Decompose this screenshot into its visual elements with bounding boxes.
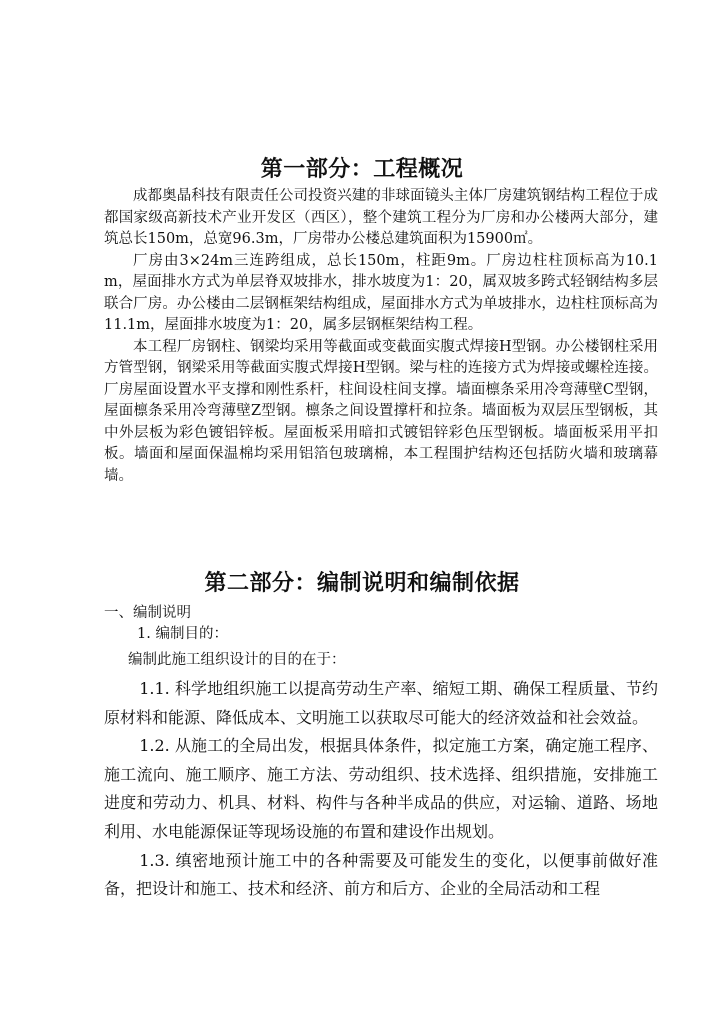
- part1-title: 第一部分：工程概况: [260, 157, 464, 182]
- part1-paragraph-1: 成都奥晶科技有限责任公司投资兴建的非球面镜头主体厂房建筑钢结构工程位于成都国家级高新技术产业开发区（西区），整个建筑工程分为厂房和办公楼两大部分，建筑总长150m，总宽96.3m，厂房带办公楼总建筑面积为15900㎡。: [104, 188, 658, 247]
- part2-items: [104, 675, 658, 904]
- list-item: 1.2. 从施工的全局出发，根据具体条件，拟定施工方案，确定施工程序、施工流向、施工顺序、施工方法、劳动组织、技术选择、组织措施，安排施工进度和劳动力、机具、材料、构件与各种半成品的供应，对运输、道路、场地利用、水电能源保证等现场设施的布置和建设作出规划。: [104, 736, 658, 841]
- part1-paragraph-3: 本工程厂房钢柱、钢梁均采用等截面或变截面实腹式焊接H型钢。办公楼钢柱采用方管型钢，钢梁采用等截面实腹式焊接H型钢。梁与柱的连接方式为焊接或螺栓连接。厂房屋面设置水平支撑和刚性系杆，柱间设柱间支撑。墙面檩条采用冷弯薄壁C型钢，屋面檩条采用冷弯薄壁Z型钢。檩条之间设置撑杆和拉条。墙面板为双层压型钢板，其中外层板为彩色镀铝锌板。屋面板采用暗扣式镀铝锌彩色压型钢板。墙面板采用平扣板。墙面和屋面保温棉均采用铝箔包玻璃棉，本工程围护结构还包括防火墙和玻璃幕墙。: [104, 338, 658, 484]
- part1-paragraph-2: 厂房由3×24m三连跨组成，总长150m，柱距9m。厂房边柱柱顶标高为10.1m，屋面排水方式为单层脊双坡排水，排水坡度为1：20，属双坡多跨式轻钢结构多层联合厂房。办公楼由二层钢框架结构组成，屋面排水方式为单坡排水，边柱柱顶标高为11.1m，屋面排水坡度为1：20，属多层钢框架结构工程。: [104, 252, 658, 333]
- subsection-heading: 1. 编制目的：: [137, 626, 228, 642]
- list-item: 1.3. 缜密地预计施工中的各种需要及可能发生的变化，以便事前做好准备，把设计和施工、技术和经济、前方和后方、企业的全局活动和工程: [104, 850, 658, 899]
- part2-title: 第二部分：编制说明和编制依据: [204, 571, 520, 596]
- list-item: 1.1. 科学地组织施工以提高劳动生产率、缩短工期、确保工程质量、节约原材料和能源、降低成本、文明施工以获取尽可能大的经济效益和社会效益。: [104, 679, 658, 727]
- section-heading: 一、编制说明: [104, 605, 191, 621]
- intro-line: 编制此施工组织设计的目的在于：: [128, 652, 346, 668]
- part1-body: [104, 186, 658, 487]
